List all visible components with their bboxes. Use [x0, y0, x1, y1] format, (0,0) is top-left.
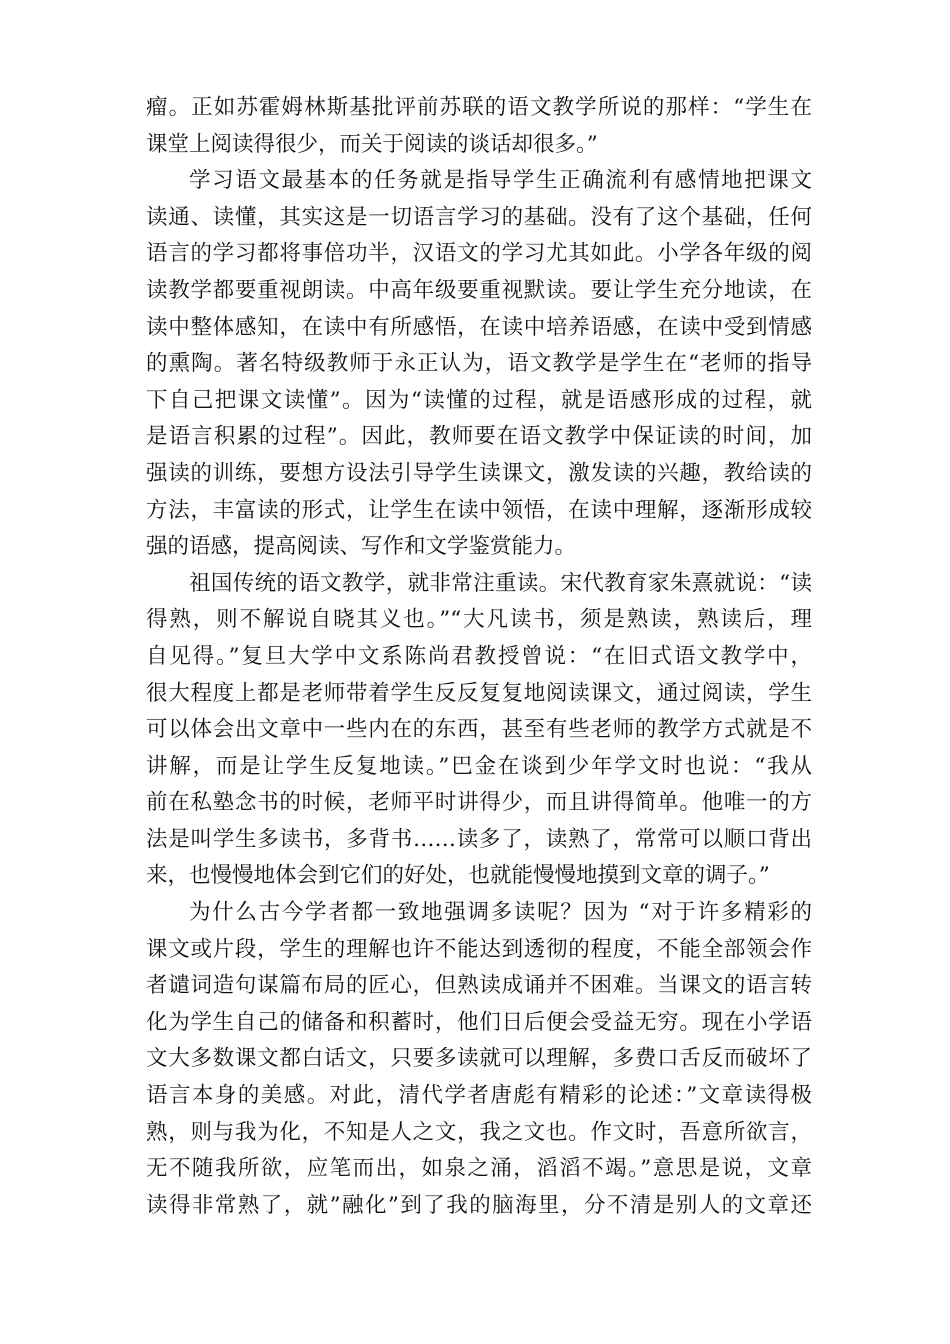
text-line: 前在私塾念书的时候，老师平时讲得少，而且讲得简单。他唯一的方 [146, 790, 812, 816]
text-line: 课堂上阅读得很少，而关于阅读的谈话却很多。” [146, 131, 598, 157]
text-line: 熟，则与我为化，不知是人之文，我之文也。作文时，吾意所欲言， [146, 1119, 812, 1145]
text-line: 读通、读懂，其实这是一切语言学习的基础。没有了这个基础，任何 [146, 204, 812, 230]
text-line: 很大程度上都是老师带着学生反反复复地阅读课文，通过阅读，学生 [146, 680, 812, 706]
text-line: 语言本身的美感。对此，清代学者唐彪有精彩的论述：”文章读得极 [146, 1083, 812, 1109]
text-line: 读中整体感知，在读中有所感悟，在读中培养语感，在读中受到情感 [146, 314, 812, 340]
text-line: 文大多数课文都白话文，只要多读就可以理解，多费口舌反而破坏了 [146, 1046, 812, 1072]
text-line: 法是叫学生多读书，多背书……读多了，读熟了，常常可以顺口背出 [146, 826, 812, 852]
text-line: 下自己把课文读懂”。因为“读懂的过程，就是语感形成的过程，就 [146, 387, 812, 413]
text-line: 学习语文最基本的任务就是指导学生正确流利有感情地把课文 [189, 168, 812, 194]
text-line: 化为学生自己的储备和积蓄时，他们日后便会受益无穷。现在小学语 [146, 1009, 812, 1035]
text-line: 是语言积累的过程”。因此，教师要在语文教学中保证读的时间，加 [146, 424, 812, 450]
text-line: 瘤。正如苏霍姆林斯基批评前苏联的语文教学所说的那样：“学生在 [146, 95, 812, 120]
text-line: 课文或片段，学生的理解也许不能达到透彻的程度，不能全部领会作 [146, 936, 812, 962]
text-line: 无不随我所欲，应笔而出，如泉之涌，滔滔不竭。”意思是说，文章 [146, 1156, 812, 1182]
text-line: 读教学都要重视朗读。中高年级要重视默读。要让学生充分地读，在 [146, 277, 812, 303]
document-page [146, 90, 812, 1224]
paragraph-2 [146, 163, 812, 566]
text-line: 强的语感，提高阅读、写作和文学鉴赏能力。 [146, 534, 577, 560]
text-line: 讲解，而是让学生反复地读。”巴金在谈到少年学文时也说：“我从 [146, 753, 812, 779]
text-line: 为什么古今学者都一致地强调多读呢？因为 “对于许多精彩的 [189, 900, 812, 926]
paragraph-3 [146, 566, 812, 895]
text-line: 得熟，则不解说自晓其义也。”“大凡读书，须是熟读，熟读后，理 [146, 607, 812, 633]
text-line: 祖国传统的语文教学，就非常注重读。宋代教育家朱熹就说：“读 [189, 570, 812, 596]
text-line: 方法，丰富读的形式，让学生在读中领悟，在读中理解，逐渐形成较 [146, 497, 812, 523]
text-line: 来，也慢慢地体会到它们的好处，也就能慢慢地摸到文章的调子。” [146, 863, 770, 889]
paragraph-4 [146, 895, 812, 1224]
text-line: 的熏陶。著名特级教师于永正认为，语文教学是学生在“老师的指导 [146, 351, 812, 377]
text-line: 者谴词造句谋篇布局的匠心，但熟读成诵并不困难。当课文的语言转 [146, 973, 812, 999]
text-line: 强读的训练，要想方设法引导学生读课文，激发读的兴趣，教给读的 [146, 460, 812, 486]
text-line: 可以体会出文章中一些内在的东西，甚至有些老师的教学方式就是不 [146, 717, 812, 743]
text-line: 语言的学习都将事倍功半，汉语文的学习尤其如此。小学各年级的阅 [146, 241, 812, 267]
text-line: 读得非常熟了，就”融化”到了我的脑海里，分不清是别人的文章还 [146, 1192, 812, 1218]
paragraph-1 [146, 90, 812, 163]
text-line: 自见得。”复旦大学中文系陈尚君教授曾说：“在旧式语文教学中， [146, 643, 812, 669]
